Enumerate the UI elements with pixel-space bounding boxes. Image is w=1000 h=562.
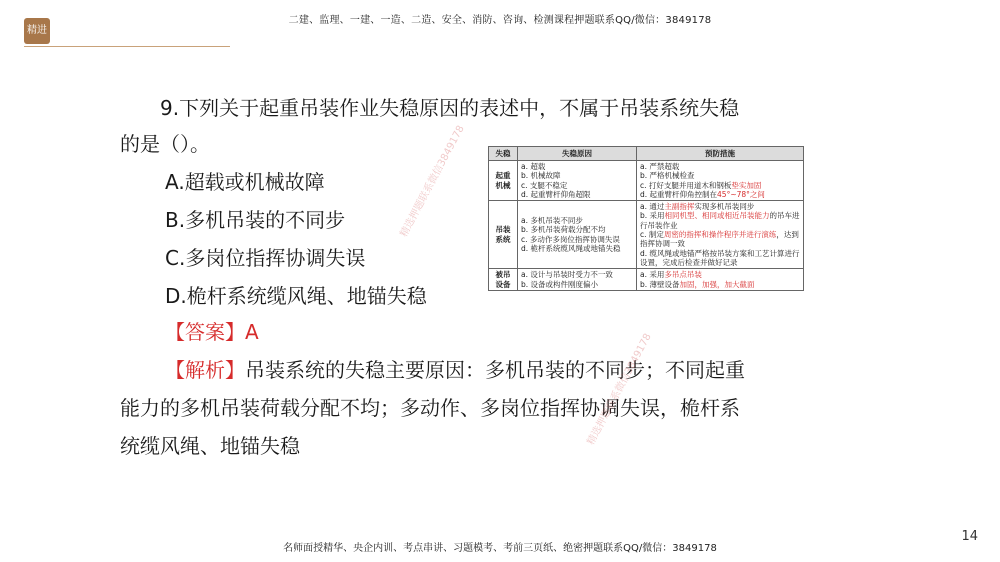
cause-item: b. 机械故障 bbox=[521, 171, 561, 181]
row-measures bbox=[637, 269, 804, 291]
measure-item: a. 通过主副指挥实现多机吊装同步 bbox=[640, 202, 755, 212]
footer-banner: 名师面授精华、央企内训、考点串讲、习题模考、考前三页纸、绝密押题联系QQ/微信：3849178 bbox=[283, 543, 717, 554]
row-measures bbox=[637, 201, 804, 269]
analysis-label: 【解析】 bbox=[165, 358, 245, 382]
cause-item: c. 多动作多岗位指挥协调失误 bbox=[521, 234, 620, 244]
option-b: B.多机吊装的不同步 bbox=[165, 208, 346, 232]
question-stem-line1: 9.下列关于起重吊装作业失稳原因的表述中，不属于吊装系统失稳 bbox=[160, 96, 740, 120]
row-measures bbox=[637, 161, 804, 201]
table-header-cell: 预防措施 bbox=[637, 147, 804, 161]
cause-item: c. 支腿不稳定 bbox=[521, 180, 568, 190]
cause-item: d. 起重臂杆仰角超限 bbox=[521, 189, 591, 199]
measure-item: a. 严禁超载 bbox=[640, 162, 680, 171]
header-divider bbox=[24, 46, 230, 47]
measure-item: c. 打好支腿并用道木和钢板垫实加固 bbox=[640, 180, 762, 190]
cause-item: a. 多机吊装不同步 bbox=[521, 216, 583, 226]
cause-item: a. 设计与吊装时受力不一致 bbox=[521, 270, 613, 280]
option-a: A.超载或机械故障 bbox=[165, 170, 325, 194]
row-category: 被吊设备 bbox=[489, 269, 518, 291]
option-c: C.多岗位指挥协调失误 bbox=[165, 246, 366, 270]
measure-item: a. 采用多吊点吊装 bbox=[640, 270, 702, 280]
measure-item: d. 起重臂杆仰角控制在45°~78°之间 bbox=[640, 189, 765, 199]
table-row bbox=[489, 161, 804, 201]
table-header-cell: 失稳原因 bbox=[518, 147, 637, 161]
stability-table bbox=[488, 146, 804, 291]
watermark-lower: 精选押题联系微信3849178 bbox=[585, 331, 654, 448]
measure-item: b. 严格机械检查 bbox=[640, 171, 695, 181]
measure-item: b. 薄壁设备加固，加强，加大截面 bbox=[640, 279, 755, 289]
analysis-line1 bbox=[165, 354, 745, 383]
measure-item: c. 制定周密的指挥和操作程序并进行演练，达到指挥协调一致 bbox=[640, 230, 799, 249]
table-row bbox=[489, 269, 804, 291]
row-category: 吊装系统 bbox=[489, 201, 518, 269]
table-header-cell: 失稳 bbox=[489, 147, 518, 161]
brand-logo: 精进 bbox=[24, 18, 50, 44]
answer-line bbox=[165, 316, 259, 345]
page-number: 14 bbox=[961, 529, 978, 544]
row-causes bbox=[518, 161, 637, 201]
option-d: D.桅杆系统缆风绳、地锚失稳 bbox=[165, 284, 427, 308]
row-category: 起重机械 bbox=[489, 161, 518, 201]
cause-item: b. 多机吊装荷载分配不均 bbox=[521, 225, 606, 235]
cause-item: d. 桅杆系统缆风绳或地锚失稳 bbox=[521, 244, 621, 254]
table-header-row bbox=[489, 147, 804, 161]
measure-item: b. 采用相同机型、相同或相近吊装能力的吊车进行吊装作业 bbox=[640, 211, 800, 230]
table-row bbox=[489, 201, 804, 269]
analysis-line2: 能力的多机吊装荷载分配不均；多动作、多岗位指挥协调失误，桅杆系 bbox=[120, 396, 740, 420]
answer-label: 【答案】 bbox=[165, 320, 245, 344]
analysis-line3: 统缆风绳、地锚失稳 bbox=[120, 434, 300, 458]
question-stem-line2: 的是（）。 bbox=[120, 132, 210, 156]
analysis-text1: 吊装系统的失稳主要原因：多机吊装的不同步；不同起重 bbox=[245, 358, 745, 382]
header-banner: 二建、监理、一建、一造、二造、安全、消防、咨询、检测课程押题联系QQ/微信：3849178 bbox=[288, 15, 712, 26]
cause-item: a. 超载 bbox=[521, 162, 546, 171]
answer-value: A bbox=[245, 320, 259, 344]
measure-item: d. 缆风绳或地锚严格按吊装方案和工艺计算进行设置，完成后检查并做好记录 bbox=[640, 248, 800, 267]
row-causes bbox=[518, 201, 637, 269]
cause-item: b. 设备或构件刚度偏小 bbox=[521, 279, 599, 289]
watermark-upper: 精选押题联系微信3849178 bbox=[398, 123, 467, 240]
row-causes bbox=[518, 269, 637, 291]
